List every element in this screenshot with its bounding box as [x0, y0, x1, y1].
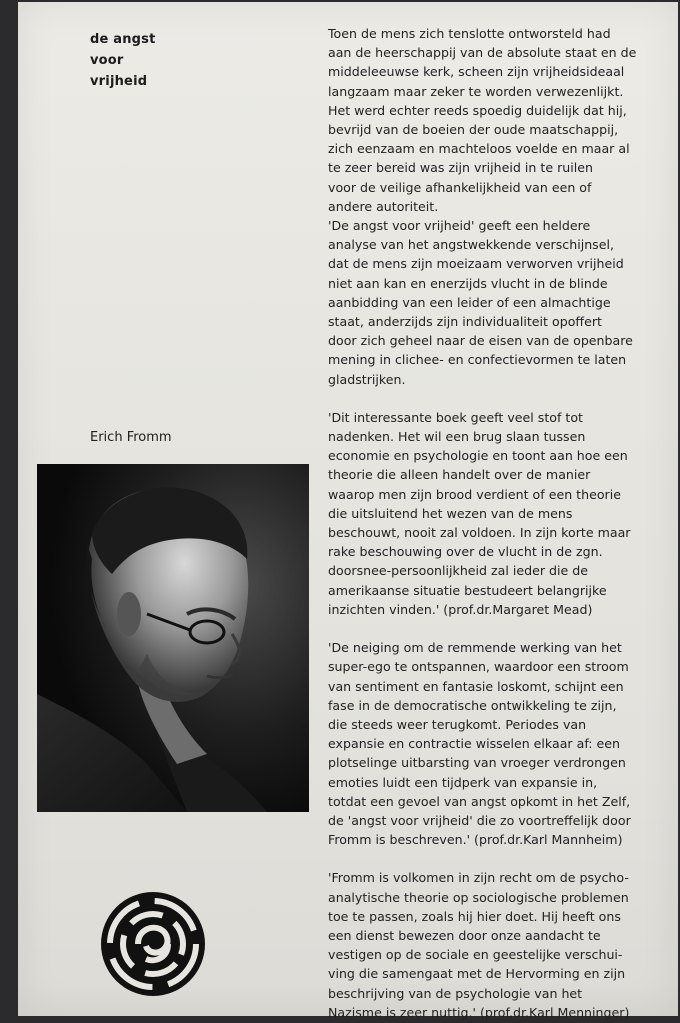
- text-line: amerikaanse situatie bestudeert belangrijke: [328, 582, 607, 598]
- text-line: dat de mens zijn moeizaam verworven vrijheid: [328, 256, 624, 272]
- text-line: Nazisme is zeer nuttig.' (prof.dr.Karl Menninger): [328, 1004, 630, 1020]
- text-line: te zeer bereid was zijn vrijheid in te ruilen: [328, 160, 593, 176]
- quote-mannheim: [328, 638, 678, 849]
- text-line: staat, anderzijds zijn individualiteit opoffert: [328, 314, 602, 330]
- text-line: rake beschouwing over de vlucht in de zgn.: [328, 544, 603, 560]
- text-line: emoties luidt een tijdperk van expansie in,: [328, 774, 598, 790]
- text-line: Toen de mens zich tenslotte ontworsteld had: [328, 26, 611, 41]
- text-line: gladstrijken.: [328, 371, 406, 387]
- back-cover-text: [328, 24, 678, 1022]
- text-line: de 'angst voor vrijheid' die zo voortreffelijk door: [328, 812, 631, 828]
- text-line: Het werd echter reeds spoedig duidelijk dat hij,: [328, 102, 627, 118]
- book-title-line-3: vrijheid: [90, 74, 148, 89]
- text-line: van sentiment en fantasie loskomt, schijnt een: [328, 678, 624, 694]
- text-line: langzaam maar zeker te worden verwezenlijkt.: [328, 83, 624, 99]
- text-line: inzichten vinden.' (prof.dr.Margaret Mead): [328, 601, 593, 617]
- text-line: economie en psychologie en toont aan hoe een: [328, 448, 628, 464]
- text-line: doorsnee-persoonlijkheid zal ieder die de: [328, 563, 589, 579]
- author-name: Erich Fromm: [90, 430, 172, 445]
- text-line: aanbidding van een leider of een almachtige: [328, 294, 611, 310]
- text-line: ving die samengaat met de Hervorming en zijn: [328, 966, 626, 982]
- spiral-logo-icon: [98, 889, 208, 999]
- text-line: fase in de democratische ontwikkeling te zijn,: [328, 697, 617, 713]
- text-line: zich eenzaam en machteloos voelde en maar al: [328, 141, 630, 157]
- text-line: beschrijving van de psychologie van het: [328, 985, 583, 1001]
- text-line: theorie die alleen handelt over de manier: [328, 467, 591, 483]
- text-line: middeleeuwse kerk, scheen zijn vrijheidsideaal: [328, 64, 625, 80]
- text-line: analyse van het angstwekkende verschijnsel,: [328, 237, 614, 253]
- book-title-line-2: voor: [90, 53, 124, 68]
- text-line: vestigen op de sociale en geestelijke verschui-: [328, 947, 623, 963]
- text-line: beschouwt, nooit zal voldoen. In zijn korte maar: [328, 525, 631, 541]
- text-line: niet aan kan en enerzijds vlucht in de blinde: [328, 275, 608, 291]
- text-line: expansie en contractie wisselen elkaar af: een: [328, 736, 621, 752]
- quote-menninger: [328, 868, 678, 1022]
- text-line: 'Dit interessante boek geeft veel stof tot: [328, 409, 583, 425]
- text-line: andere autoriteit.: [328, 198, 439, 214]
- text-line: die uitsluitend het wezen van de mens: [328, 505, 573, 521]
- text-line: Fromm is beschreven.' (prof.dr.Karl Mannheim): [328, 832, 623, 848]
- book-title-line-1: de angst: [90, 32, 156, 47]
- book-back-cover: [18, 2, 678, 1020]
- text-line: door zich geheel naar de eisen van de openbare: [328, 333, 633, 349]
- text-line: super-ego te ontspannen, waardoor een stroom: [328, 659, 629, 675]
- portrait-illustration: [37, 464, 309, 812]
- blurb-paragraph-2: [328, 216, 678, 389]
- quote-mead: [328, 408, 678, 619]
- blurb-paragraph-1: [328, 24, 678, 216]
- text-line: aan de heerschappij van de absolute staat en de: [328, 45, 637, 61]
- text-line: bevrijd van de boeien der oude maatschappij,: [328, 122, 619, 138]
- text-line: 'De neiging om de remmende werking van het: [328, 640, 622, 656]
- text-line: plotselinge uitbarsting van vroeger verdrongen: [328, 755, 626, 771]
- text-line: totdat een gevoel van angst opkomt in het Zelf,: [328, 793, 631, 809]
- text-line: analytische theorie op sociologische problemen: [328, 889, 629, 905]
- text-line: toe te passen, zoals hij hier doet. Hij heeft ons: [328, 908, 621, 924]
- text-line: voor de veilige afhankelijkheid van een of: [328, 179, 592, 195]
- text-line: waarop men zijn brood verdient of een theorie: [328, 486, 621, 502]
- text-line: een dienst bewezen door onze aandacht te: [328, 927, 601, 943]
- text-line: 'Fromm is volkomen in zijn recht om de psycho-: [328, 870, 629, 886]
- text-line: die steeds weer terugkomt. Periodes van: [328, 716, 587, 732]
- text-line: 'De angst voor vrijheid' geeft een heldere: [328, 218, 591, 234]
- text-line: nadenken. Het wil een brug slaan tussen: [328, 429, 586, 445]
- publisher-logo: [98, 889, 208, 999]
- author-portrait: [37, 464, 309, 812]
- text-line: mening in clichee- en confectievormen te laten: [328, 352, 627, 368]
